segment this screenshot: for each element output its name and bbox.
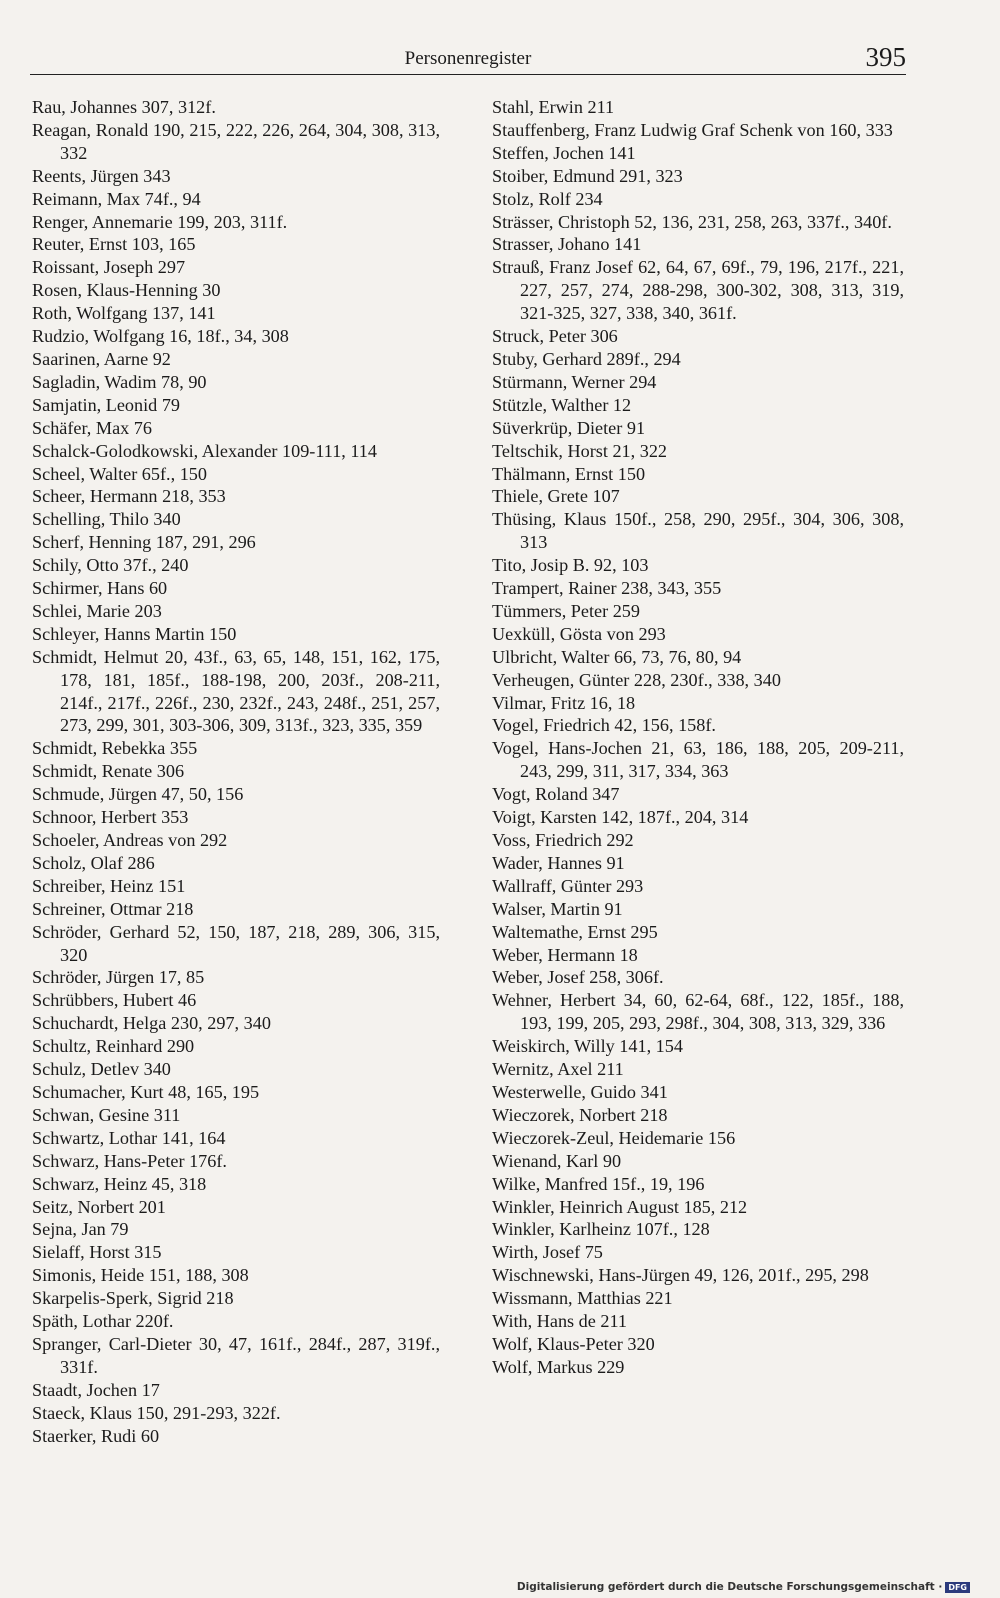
index-entry: Scheer, Hermann 218, 353: [32, 486, 226, 507]
index-entry: Süverkrüp, Dieter 91: [492, 417, 646, 438]
index-entry: Wader, Hannes 91: [492, 852, 625, 873]
index-entry: Stoiber, Edmund 291, 323: [492, 165, 683, 186]
index-entry: Schröder, Gerhard 52, 150, 187, 218, 289, 306, 315, 320: [32, 921, 440, 965]
index-entry: Seitz, Norbert 201: [32, 1196, 166, 1217]
index-entry: Späth, Lothar 220f.: [32, 1311, 174, 1332]
index-entry: Teltschik, Horst 21, 322: [492, 440, 668, 461]
index-entry: Voss, Friedrich 292: [492, 830, 634, 850]
index-entry: Schalck-Golodkowski, Alexander 109-111, 114: [32, 440, 377, 461]
index-entry: Schreiber, Heinz 151: [32, 875, 186, 896]
dfg-logo: DFG: [945, 1582, 970, 1593]
index-entry: Stauffenberg, Franz Ludwig Graf Schenk von 160, 333: [492, 119, 893, 140]
index-entry: Vogel, Friedrich 42, 156, 158f.: [492, 715, 716, 736]
index-entry: Skarpelis-Sperk, Sigrid 218: [32, 1288, 234, 1309]
index-entry: Thiele, Grete 107: [492, 486, 620, 507]
index-entry: Schnoor, Herbert 353: [32, 807, 189, 828]
index-entry: Wehner, Herbert 34, 60, 62-64, 68f., 122, 185f., 188, 193, 199, 205, 293, 298f., 304, 308, 313, 329, 336: [492, 990, 904, 1034]
index-entry: Sagladin, Wadim 78, 90: [32, 371, 207, 392]
index-entry: Winkler, Karlheinz 107f., 128: [492, 1219, 710, 1240]
index-entry: Strauß, Franz Josef 62, 64, 67, 69f., 79, 196, 217f., 221, 227, 257, 274, 288-298, 300-302, 308, 313, 319, 321-325, 327, 338, 340, 361f.: [492, 257, 904, 324]
index-entry: Reents, Jürgen 343: [32, 165, 171, 186]
index-entry: Westerwelle, Guido 341: [492, 1081, 668, 1102]
index-entry: Scherf, Henning 187, 291, 296: [32, 532, 256, 553]
index-entry: Renger, Annemarie 199, 203, 311f.: [32, 211, 288, 232]
index-entry: Vogt, Roland 347: [492, 784, 620, 805]
index-entry: Stürmann, Werner 294: [492, 371, 657, 392]
index-entry: Schlei, Marie 203: [32, 600, 162, 621]
index-entry: Staeck, Klaus 150, 291-293, 322f.: [32, 1402, 281, 1423]
index-entry: Wienand, Karl 90: [492, 1150, 622, 1171]
index-entry: Voigt, Karsten 142, 187f., 204, 314: [492, 807, 749, 828]
digitization-footer: [517, 1581, 970, 1593]
index-entry: Schmude, Jürgen 47, 50, 156: [32, 784, 244, 805]
index-entry: Tito, Josip B. 92, 103: [492, 555, 649, 576]
index-entry: Staadt, Jochen 17: [32, 1379, 160, 1400]
index-entry: Samjatin, Leonid 79: [32, 394, 181, 415]
index-entry: Wieczorek-Zeul, Heidemarie 156: [492, 1127, 736, 1148]
index-entry: Staerker, Rudi 60: [32, 1425, 160, 1446]
index-entry: Stahl, Erwin 211: [492, 97, 615, 117]
index-entry: Schelling, Thilo 340: [32, 509, 181, 530]
index-entry: Weber, Josef 258, 306f.: [492, 967, 664, 988]
index-entry: Schirmer, Hans 60: [32, 578, 168, 599]
index-entry: Trampert, Rainer 238, 343, 355: [492, 578, 722, 599]
index-entry: Roissant, Joseph 297: [32, 257, 186, 278]
page-header: [30, 44, 906, 75]
index-entry: Vilmar, Fritz 16, 18: [492, 692, 636, 713]
index-entry: Schoeler, Andreas von 292: [32, 830, 228, 850]
index-entry: Tümmers, Peter 259: [492, 600, 640, 621]
index-entry: Uexküll, Gösta von 293: [492, 623, 666, 644]
index-entry: Schultz, Reinhard 290: [32, 1036, 195, 1057]
index-entry: Thälmann, Ernst 150: [492, 463, 646, 484]
index-entry: Saarinen, Aarne 92: [32, 348, 171, 369]
index-entry: Schwarz, Heinz 45, 318: [32, 1173, 207, 1194]
index-entry: Sejna, Jan 79: [32, 1219, 129, 1240]
index-entry: Scheel, Walter 65f., 150: [32, 463, 207, 484]
index-entry: Schmidt, Helmut 20, 43f., 63, 65, 148, 151, 162, 175, 178, 181, 185f., 188-198, 200, 203f., 208-211, 214f., 217f., 226f., 230, 232f., 243, 248f., 251, 257, 273, 299, 301, 303-306, 309, 313f., 323, 335, 359: [32, 646, 440, 736]
index-entry: Wieczorek, Norbert 218: [492, 1104, 668, 1125]
index-entry: Rudzio, Wolfgang 16, 18f., 34, 308: [32, 326, 289, 347]
index-entry: Reagan, Ronald 190, 215, 222, 226, 264, 304, 308, 313, 332: [32, 119, 440, 163]
index-entry: Winkler, Heinrich August 185, 212: [492, 1196, 748, 1217]
index-entry: Schreiner, Ottmar 218: [32, 898, 194, 919]
index-entry: Wolf, Klaus-Peter 320: [492, 1333, 655, 1354]
index-entry: Roth, Wolfgang 137, 141: [32, 303, 216, 324]
index-entry: Wilke, Manfred 15f., 19, 196: [492, 1173, 705, 1194]
index-entry: Schumacher, Kurt 48, 165, 195: [32, 1081, 260, 1102]
index-entry: With, Hans de 211: [492, 1311, 627, 1332]
index-entry: Wernitz, Axel 211: [492, 1059, 624, 1080]
index-entry: Strasser, Johano 141: [492, 234, 642, 255]
index-entry: Steffen, Jochen 141: [492, 142, 636, 163]
index-entry: Weber, Hermann 18: [492, 944, 638, 965]
index-entry: Schuchardt, Helga 230, 297, 340: [32, 1013, 271, 1034]
index-entry: Schwartz, Lothar 141, 164: [32, 1127, 226, 1148]
running-title: Personenregister: [404, 48, 532, 69]
index-entry: Schrübbers, Hubert 46: [32, 990, 197, 1011]
index-entry: Schleyer, Hanns Martin 150: [32, 623, 237, 644]
index-entry: Stützle, Walther 12: [492, 394, 632, 415]
index-entry: Schwan, Gesine 311: [32, 1104, 181, 1125]
index-entry: Waltemathe, Ernst 295: [492, 921, 658, 942]
index-entry: Struck, Peter 306: [492, 326, 618, 347]
index-entry: Spranger, Carl-Dieter 30, 47, 161f., 284f., 287, 319f., 331f.: [32, 1333, 440, 1377]
index-entry: Wirth, Josef 75: [492, 1242, 603, 1263]
index-entry: Schmidt, Renate 306: [32, 761, 185, 782]
index-entry: Scholz, Olaf 286: [32, 852, 155, 873]
index-entry: Wissmann, Matthias 221: [492, 1288, 673, 1309]
index-entry: Rau, Johannes 307, 312f.: [32, 97, 216, 117]
footer-text: Digitalisierung gefördert durch die Deutsche Forschungsgemeinschaft ·: [516, 1581, 943, 1593]
index-entry: Weiskirch, Willy 141, 154: [492, 1036, 683, 1057]
index-entry: Walser, Martin 91: [492, 898, 623, 919]
index-entry: Rosen, Klaus-Henning 30: [32, 280, 221, 301]
index-entry: Schulz, Detlev 340: [32, 1059, 171, 1080]
index-entry: Ulbricht, Walter 66, 73, 76, 80, 94: [492, 646, 742, 667]
index-entry: Verheugen, Günter 228, 230f., 338, 340: [492, 669, 781, 690]
index-entry: Strässer, Christoph 52, 136, 231, 258, 263, 337f., 340f.: [492, 211, 892, 232]
index-entry: Stolz, Rolf 234: [492, 188, 603, 209]
index-column-left: [32, 96, 440, 1447]
index-entry: Wischnewski, Hans-Jürgen 49, 126, 201f., 295, 298: [492, 1265, 869, 1286]
index-entry: Schwarz, Hans-Peter 176f.: [32, 1150, 227, 1171]
index-entry: Schäfer, Max 76: [32, 417, 152, 438]
index-entry: Wallraff, Günter 293: [492, 875, 644, 896]
index-entry: Stuby, Gerhard 289f., 294: [492, 348, 681, 369]
index-entry: Sielaff, Horst 315: [32, 1242, 162, 1263]
index-entry: Schmidt, Rebekka 355: [32, 738, 198, 759]
index-entry: Vogel, Hans-Jochen 21, 63, 186, 188, 205, 209-211, 243, 299, 311, 317, 334, 363: [492, 738, 904, 782]
index-entry: Schröder, Jürgen 17, 85: [32, 967, 205, 988]
index-entry: Thüsing, Klaus 150f., 258, 290, 295f., 304, 306, 308, 313: [492, 509, 904, 553]
index-entry: Simonis, Heide 151, 188, 308: [32, 1265, 249, 1286]
index-entry: Schily, Otto 37f., 240: [32, 555, 189, 576]
index-column-right: [492, 96, 904, 1379]
index-entry: Reuter, Ernst 103, 165: [32, 234, 196, 255]
index-entry: Reimann, Max 74f., 94: [32, 188, 201, 209]
index-entry: Wolf, Markus 229: [492, 1356, 625, 1377]
page-number: 395: [865, 42, 906, 72]
